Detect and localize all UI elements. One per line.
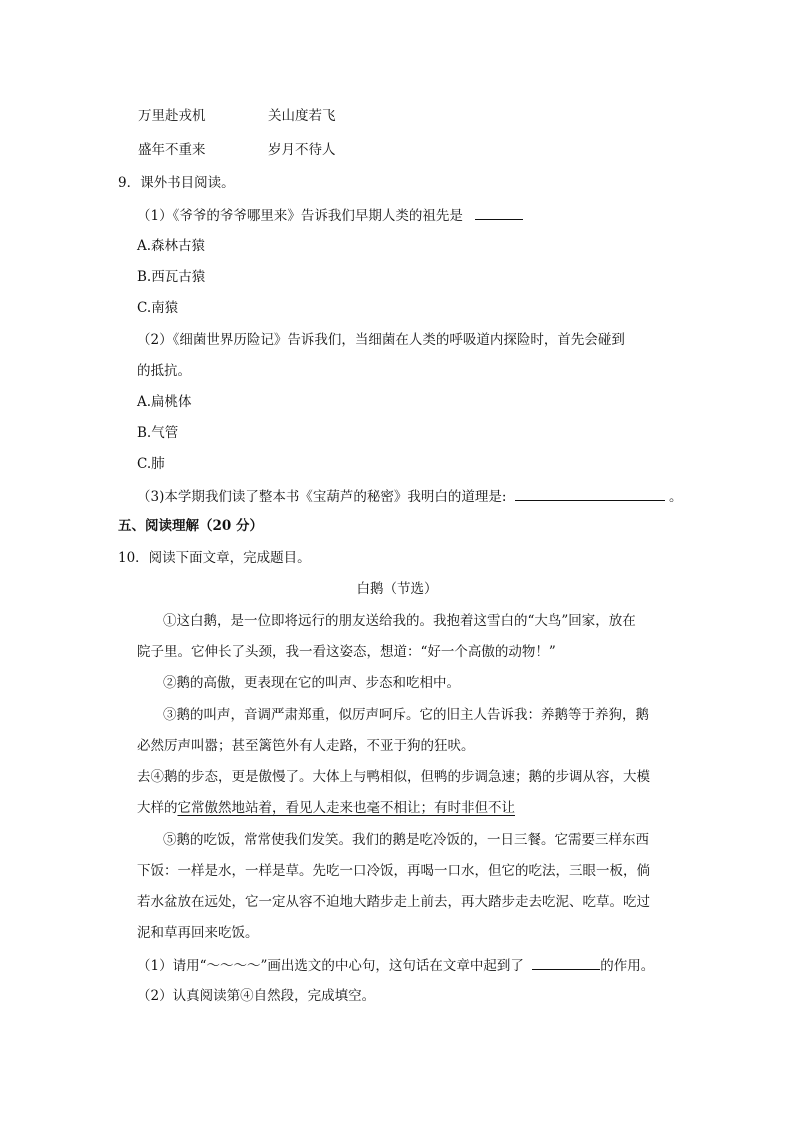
question-9-sub-1 (137, 205, 523, 226)
question-10-sub-1-end: 的作用。 (600, 958, 655, 974)
answer-blank[interactable] (532, 955, 600, 970)
paragraph-5-line-3: 若水盆放在远处，它一定从容不迫地大踏步走上前去，再大踏步走去吃泥、吃草。吃过 (137, 894, 650, 910)
paragraph-5-line-1: ⑤鹅的吃饭，常常使我们发笑。我们的鹅是吃冷饭的，一日三餐。它需要三样东西 (163, 832, 649, 848)
poem-line-1-right: 关山度若飞 (268, 108, 336, 124)
poem-line-1-left: 万里赴戎机 (138, 108, 206, 124)
question-9-sub-3-text: （3)本学期我们读了整本书《宝葫芦的秘密》我明白的道理是: (137, 489, 507, 505)
question-9-sub-3-end: 。 (669, 489, 683, 505)
option-b: B.气管 (137, 425, 179, 441)
question-10-sub-2: （2）认真阅读第④自然段，完成填空。 (137, 988, 376, 1004)
option-a: A.扁桃体 (137, 394, 192, 410)
paragraph-1-line-1: ①这白鹅，是一位即将远行的朋友送给我的。我抱着这雪白的“大鸟”回家，放在 (163, 613, 636, 629)
poem-line-2-right: 岁月不待人 (268, 142, 336, 158)
paragraph-1-line-2: 院子里。它伸长了头颈，我一看这姿态，想道：“好一个高傲的动物！” (137, 644, 556, 660)
question-10-sub-1 (137, 955, 654, 976)
underlined-sentence: 它常傲然地站着，看见人走来也毫不相让；有时非但不让 (177, 800, 515, 816)
article-title: 白鹅（节选） (356, 581, 438, 597)
question-10-title: 10．阅读下面文章，完成题目。 (118, 550, 311, 566)
option-a: A.森林古猿 (137, 238, 206, 254)
poem-line-2-left: 盛年不重来 (138, 142, 206, 158)
section-5-heading: 五、阅读理解（20 分） (118, 518, 263, 534)
option-c: C.南猿 (137, 300, 179, 316)
paragraph-3-line-1: ③鹅的叫声，音调严肃郑重，似厉声呵斥。它的旧主人告诉我：养鹅等于养狗，鹅 (163, 707, 649, 723)
paragraph-4-text: 大样的 (137, 800, 178, 816)
paragraph-5-line-2: 下饭：一样是水，一样是草。先吃一口冷饭，再喝一口水，但它的吃法，三眼一板，倘 (137, 863, 650, 879)
option-b: B.西瓦古猿 (137, 269, 206, 285)
paragraph-2: ②鹅的高傲，更表现在它的叫声、步态和吃相中。 (163, 675, 460, 691)
question-9-title: 9．课外书目阅读。 (118, 175, 235, 191)
paragraph-5-line-4: 泥和草再回来吃饭。 (137, 925, 259, 941)
paragraph-4-line-2 (137, 798, 515, 818)
question-9-sub-2-line-2: 的抵抗。 (137, 363, 191, 379)
paragraph-4-line-1: 去④鹅的步态，更是傲慢了。大体上与鸭相似，但鸭的步调急速；鹅的步调从容，大模 (137, 769, 650, 785)
paragraph-3-line-2: 必然厉声叫嚣；甚至篱笆外有人走路，不亚于狗的狂吠。 (137, 738, 475, 754)
answer-blank[interactable] (475, 205, 523, 220)
option-c: C.肺 (137, 456, 165, 472)
question-9-sub-2-line-1: （2）《细菌世界历险记》告诉我们，当细菌在人类的呼吸道内探险时，首先会碰到 (137, 332, 625, 348)
question-9-sub-3 (137, 486, 683, 507)
answer-blank[interactable] (515, 486, 665, 501)
question-9-sub-1-text: （1）《爷爷的爷爷哪里来》告诉我们早期人类的祖先是 (137, 208, 463, 224)
question-10-sub-1-text: （1）请用“～～～～”画出选文的中心句，这句话在文章中起到了 (137, 958, 524, 974)
